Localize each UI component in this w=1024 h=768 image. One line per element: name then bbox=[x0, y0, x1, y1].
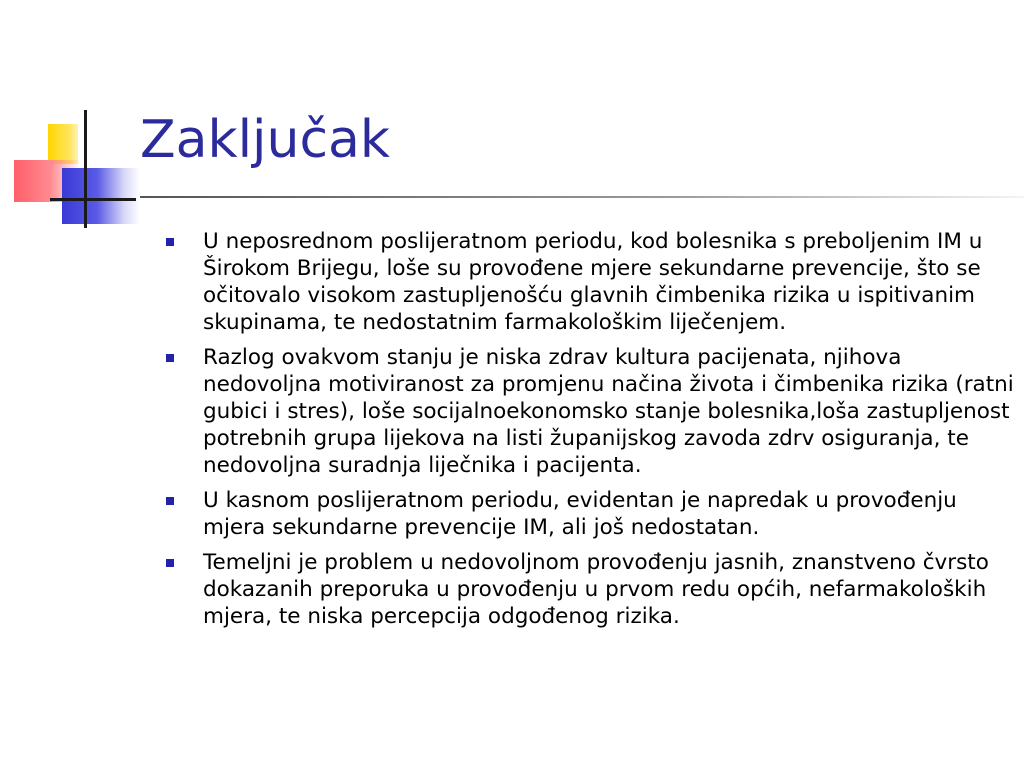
bullet-text: Razlog ovakvom stanju je niska zdrav kultura pacijenata, njihova nedovoljna motiviranost za promjenu načina života i čimbenika rizika (ratni gubici i stres), loše socijalnoekonomsko stanje bolesnika,loša zastupljenost potrebnih grupa lijekova na listi županijskog zavoda zdrv osiguranja, te nedovoljna suradnja liječnika i pacijenta. bbox=[203, 345, 1014, 478]
square-bullet-icon bbox=[166, 238, 174, 246]
slide-title: Zaključak bbox=[140, 110, 391, 170]
bullet-item bbox=[160, 487, 1018, 541]
bullet-item bbox=[160, 228, 1018, 336]
bullet-text: U neposrednom poslijeratnom periodu, kod bolesnika s preboljenim IM u Širokom Brijegu, loše su provođene mjere sekundarne prevencije, što se očitovalo visokom zastupljenošću glavnih čimbenika rizika u ispitivanim skupinama, te nedostatnim farmakološkim liječenjem. bbox=[203, 229, 983, 335]
horizontal-line-decoration bbox=[50, 198, 136, 201]
bullet-list bbox=[160, 228, 1018, 638]
square-bullet-icon bbox=[166, 354, 174, 362]
bullet-text: Temeljni je problem u nedovoljnom provođenju jasnih, znanstveno čvrsto dokazanih preporuka u provođenju u prvom redu općih, nefarmakoloških mjera, te niska percepcija odgođenog rizika. bbox=[203, 550, 989, 629]
square-bullet-icon bbox=[166, 497, 174, 505]
vertical-line-decoration bbox=[84, 110, 87, 228]
bullet-item bbox=[160, 549, 1018, 630]
yellow-square-decoration bbox=[48, 124, 78, 164]
bullet-text: U kasnom poslijeratnom periodu, evidentan je napredak u provođenju mjera sekundarne prevencije IM, ali još nedostatan. bbox=[203, 488, 957, 540]
title-underline bbox=[140, 196, 1024, 198]
bullet-item bbox=[160, 344, 1018, 479]
square-bullet-icon bbox=[166, 559, 174, 567]
blue-square-decoration bbox=[62, 168, 140, 224]
decorative-squares-icon bbox=[0, 0, 160, 240]
